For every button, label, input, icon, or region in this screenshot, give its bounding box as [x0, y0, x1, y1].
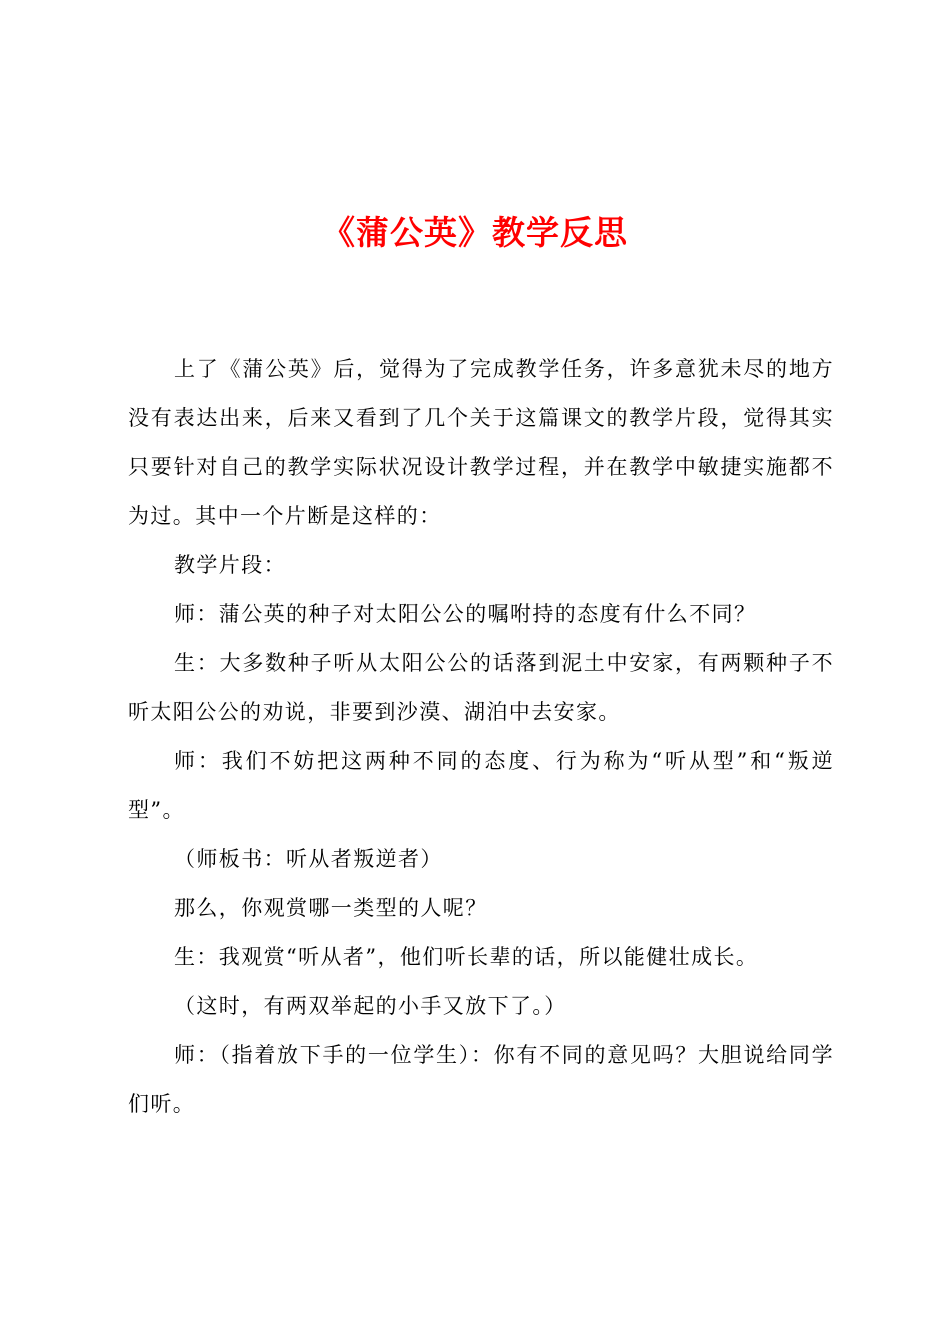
- paragraph-teacher-question: 师：蒲公英的种子对太阳公公的嘱咐持的态度有什么不同？: [174, 602, 757, 626]
- paragraph-segment-heading: 教学片段：: [174, 553, 286, 577]
- paragraph-teacher-followup: 那么，你观赏哪一类型的人呢？: [174, 896, 488, 920]
- paragraph-classroom-note: （这时，有两双举起的小手又放下了。）: [174, 994, 567, 1018]
- paragraph-board-note: （师板书：听从者叛逆者）: [174, 847, 443, 871]
- paragraph-intro: 上了《蒲公英》后，觉得为了完成教学任务，许多意犹未尽的地方没有表达出来，后来又看到了几个关于这篇课文的教学片段，觉得其实只要针对自己的教学实际状况设计教学过程，并在教学中敏捷实施都不为过。其中一个片断是这样的：: [128, 357, 834, 528]
- paragraph-student-preference: 生：我观赏“听从者”，他们听长辈的话，所以能健壮成长。: [174, 945, 759, 969]
- paragraph-student-answer: 生：大多数种子听从太阳公公的话落到泥土中安家，有两颗种子不听太阳公公的劝说，非要到沙漠、湖泊中去安家。: [128, 651, 834, 724]
- document-body: [128, 345, 834, 1129]
- paragraph-teacher-prompt: 师：（指着放下手的一位学生）：你有不同的意见吗？大胆说给同学们听。: [128, 1043, 834, 1116]
- document-title: 《蒲公英》教学反思: [322, 213, 628, 252]
- paragraph-teacher-naming: 师：我们不妨把这两种不同的态度、行为称为“听从型”和“叛逆型”。: [128, 749, 834, 822]
